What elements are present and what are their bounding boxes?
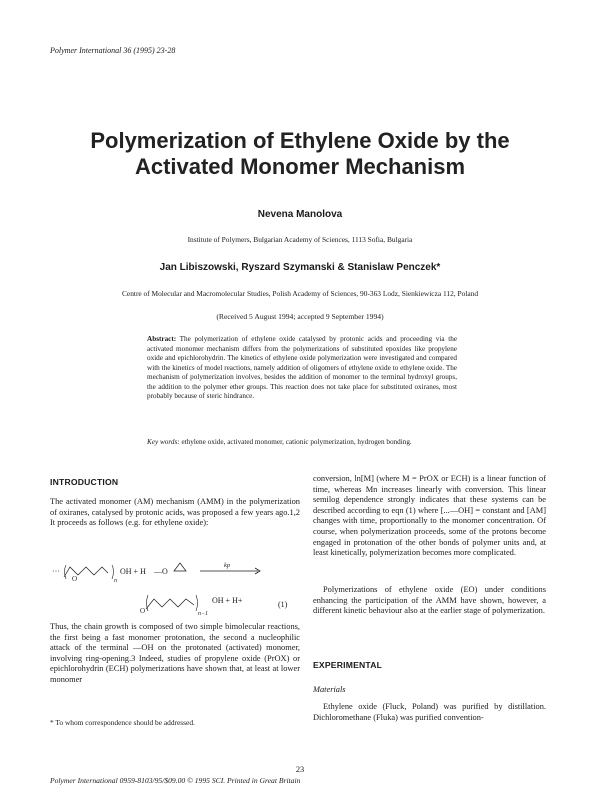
eq-rhs-chain bbox=[146, 599, 194, 609]
footer-line: Polymer International 0959-8103/95/$09.00 © 1995 SCI. Printed in Great Britain bbox=[50, 776, 301, 785]
eq-rate-constant: kp bbox=[224, 562, 231, 569]
keywords-text: ethylene oxide, activated monomer, cationic polymerization, hydrogen bonding. bbox=[181, 438, 412, 446]
eq-lhs-prefix: ··· bbox=[52, 567, 60, 576]
introduction-heading: INTRODUCTION bbox=[50, 477, 119, 487]
received-dates: (Received 5 August 1994; accepted 9 September 1994) bbox=[216, 312, 384, 321]
eq-lhs-sub: n bbox=[114, 578, 117, 584]
page-number: 23 bbox=[295, 765, 305, 774]
materials-heading: Materials bbox=[313, 685, 346, 694]
authors-2: Jan Libiszowski, Ryszard Szymanski & Stanislaw Penczek* bbox=[159, 262, 441, 273]
intro-paragraph-1: The activated monomer (AM) mechanism (AMM) in the polymerization of oxiranes, catalysed by protonic acids, was proposed a few years ago.1,2 It proceeds as follows (e.g. for ethylene oxide): bbox=[50, 497, 300, 528]
affiliation-1: Institute of Polymers, Bulgarian Academy of Sciences, 1113 Sofia, Bulgaria bbox=[187, 235, 413, 244]
abstract-label: Abstract: bbox=[147, 335, 177, 343]
eq-rhs-o: O bbox=[140, 607, 146, 615]
abstract bbox=[147, 335, 457, 402]
eq-lhs-chain bbox=[64, 567, 108, 577]
journal-reference: Polymer International 36 (1995) 23-28 bbox=[50, 46, 176, 55]
eq-rhs-bracket bbox=[147, 595, 198, 611]
paper-title bbox=[0, 128, 600, 180]
experimental-heading: EXPERIMENTAL bbox=[313, 660, 383, 670]
affiliation-2: Centre of Molecular and Macromolecular Studies, Polish Academy of Sciences, 90-363 Lodz, Sienkiewicza 112, Poland bbox=[121, 289, 479, 298]
abstract-text: The polymerization of ethylene oxide catalysed by protonic acids and proceeding via the activated monomer mechanism differs from the polymerizations of substituted epoxides like propylene oxide and epichlorohydrin. The kinetics of ethylene oxide polymerization were investigated and compared with the kinetics of model reactions, namely addition of oligomers of ethylene oxide to ethylene oxide. The mechanism of polymerization involves, besides the addition of monomer to the terminal hydroxyl groups, the addition to the polymer ether groups. This reaction does not take place for substituted oxiranes, most probably because of steric hindrance. bbox=[147, 335, 457, 400]
footnote: * To whom correspondence should be addressed. bbox=[50, 718, 195, 727]
reaction-equation bbox=[50, 557, 300, 619]
eq-number: (1) bbox=[278, 600, 288, 609]
materials-text: Ethylene oxide (Fluck, Poland) was purified by distillation. Dichloromethane (Fluka) was purified convention- bbox=[313, 702, 546, 722]
eq-lhs-mid: —O bbox=[154, 567, 168, 576]
author-1: Nevena Manolova bbox=[257, 209, 343, 220]
eq-lhs-plus: OH + H bbox=[120, 567, 146, 576]
eq-rhs-tail: OH + H+ bbox=[212, 596, 243, 605]
right-paragraph-2: Polymerizations of ethylene oxide (EO) under conditions enhancing the participation of the AMM have shown, however, a different kinetic behaviour also at the earlier stage of polymerization. bbox=[313, 585, 546, 616]
eq-rhs-sub: n−1 bbox=[198, 611, 209, 617]
keywords bbox=[147, 438, 457, 448]
eq-lhs-o: O bbox=[72, 575, 78, 583]
keywords-label: Key words: bbox=[147, 438, 180, 446]
title-line-2: Activated Monomer Mechanism bbox=[134, 154, 466, 179]
eq-oxirane-ring bbox=[174, 563, 186, 571]
right-paragraph-1: conversion, ln[M] (where M = PrOX or ECH) is a linear function of time, whereas Mn increases linearly with conversion. This linear semilog dependence strongly indicates that these systems can be described according to eqn (1) where [...—OH] = constant and [AM] changes with time, proportionally to the monomer concentration. Of course, when polymerization proceeds, some of the protons become engaged in protonation of the other bonds of polymer units and, at least kinetically, polymerization becomes more complicated. bbox=[313, 474, 546, 558]
intro-paragraph-2: Thus, the chain growth is composed of two simple bimolecular reactions, the first being a fast monomer protonation, the second a nucleophilic attack of the terminal —OH on the protonated (activated) monomer, involving ring-opening.3 Indeed, studies of propylene oxide (PrOX) or epichlorohydrin (ECH) polymerizations have shown that, at least at lower monomer bbox=[50, 622, 300, 684]
title-line-1: Polymerization of Ethylene Oxide by the bbox=[90, 128, 510, 153]
